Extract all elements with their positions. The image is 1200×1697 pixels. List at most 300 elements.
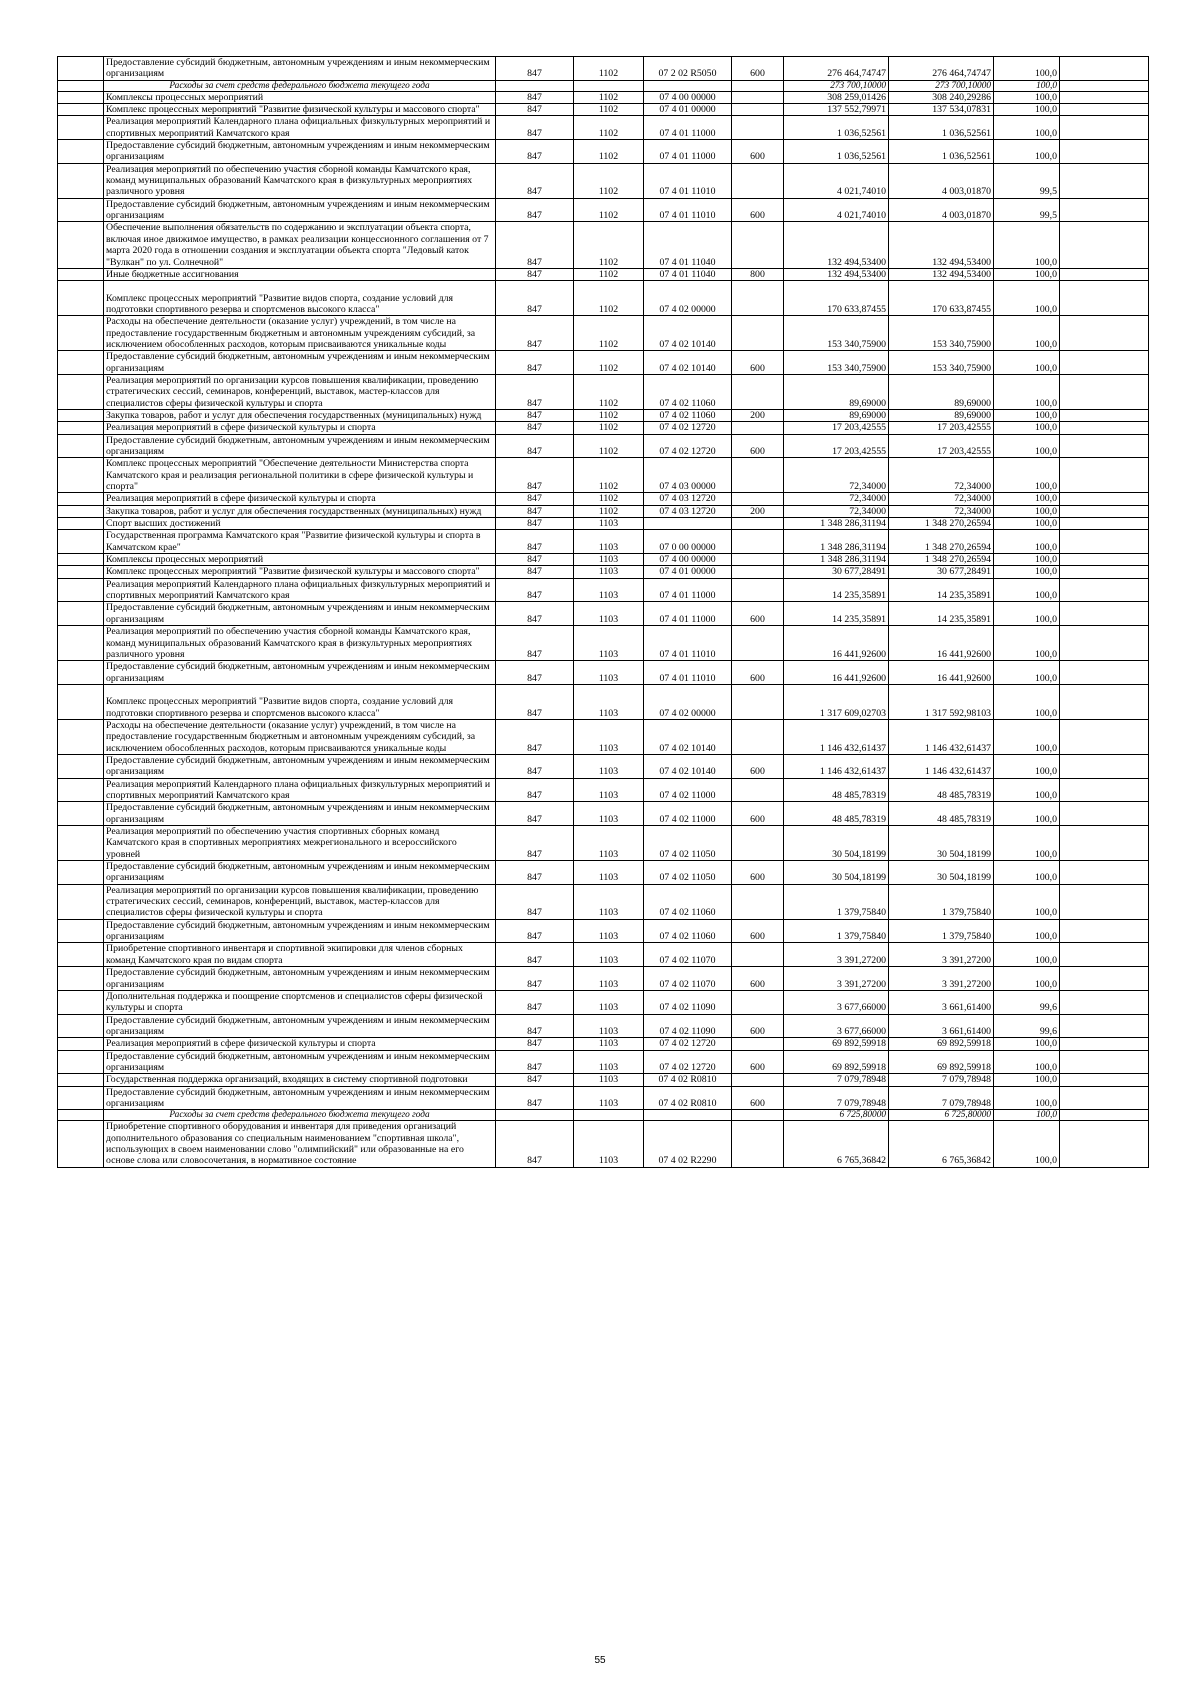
planned-amount: 72,34000 bbox=[784, 458, 889, 493]
item-name: Реализация мероприятий в сфере физической культуры и спорта bbox=[104, 1038, 496, 1050]
section-code: 1103 bbox=[574, 990, 644, 1014]
table-row bbox=[58, 91, 1149, 103]
item-name: Реализация мероприятий по обеспечению участия спортивных сборных команд Камчатского края в спортивных мероприятиях межрегионального и всероссийского уровней bbox=[104, 826, 496, 861]
planned-amount: 137 552,79971 bbox=[784, 104, 889, 116]
target-article-code: 07 4 01 11010 bbox=[644, 626, 732, 661]
execution-percent: 100,0 bbox=[994, 684, 1060, 719]
expense-type-code: 600 bbox=[732, 1050, 784, 1074]
section-code: 1103 bbox=[574, 861, 644, 885]
blank-cell bbox=[58, 943, 104, 967]
section-code: 1102 bbox=[574, 163, 644, 198]
planned-amount: 69 892,59918 bbox=[784, 1038, 889, 1050]
section-code: 1103 bbox=[574, 1121, 644, 1167]
item-name: Предоставление субсидий бюджетным, автономным учреждениям и иным некоммерческим организациям bbox=[104, 861, 496, 885]
table-row bbox=[58, 1074, 1149, 1086]
planned-amount: 132 494,53400 bbox=[784, 222, 889, 268]
target-article-code bbox=[644, 518, 732, 530]
target-article-code: 07 0 00 00000 bbox=[644, 530, 732, 554]
expense-type-code bbox=[732, 104, 784, 116]
actual-amount: 17 203,42555 bbox=[889, 434, 994, 458]
actual-amount: 72,34000 bbox=[889, 505, 994, 517]
expense-type-code bbox=[732, 684, 784, 719]
target-article-code: 07 4 02 11050 bbox=[644, 861, 732, 885]
actual-amount: 30 677,28491 bbox=[889, 566, 994, 578]
expense-type-code: 600 bbox=[732, 1014, 784, 1038]
blank-cell bbox=[58, 518, 104, 530]
item-name: Реализация мероприятий по обеспечению участия сборной команды Камчатского края, команд муниципальных образований Камчатского края в физкультурных мероприятиях различного уровня bbox=[104, 626, 496, 661]
blank-cell bbox=[58, 1110, 104, 1121]
item-name: Расходы за счет средств федерального бюджета текущего года bbox=[104, 80, 496, 91]
actual-amount: 132 494,53400 bbox=[889, 268, 994, 280]
blank-cell bbox=[58, 1074, 104, 1086]
blank-cell bbox=[1060, 374, 1149, 409]
planned-amount: 3 677,66000 bbox=[784, 990, 889, 1014]
planned-amount: 17 203,42555 bbox=[784, 422, 889, 434]
expense-type-code bbox=[732, 91, 784, 103]
blank-cell bbox=[1060, 518, 1149, 530]
dept-code: 847 bbox=[496, 661, 574, 685]
blank-cell bbox=[58, 505, 104, 517]
target-article-code: 07 4 02 10140 bbox=[644, 351, 732, 375]
planned-amount: 308 259,01426 bbox=[784, 91, 889, 103]
execution-percent: 100,0 bbox=[994, 316, 1060, 351]
execution-percent: 100,0 bbox=[994, 493, 1060, 505]
item-name: Предоставление субсидий бюджетным, автономным учреждениям и иным некоммерческим организациям bbox=[104, 919, 496, 943]
item-name: Предоставление субсидий бюджетным, автономным учреждениям и иным некоммерческим организациям bbox=[104, 1086, 496, 1110]
execution-percent: 100,0 bbox=[994, 1074, 1060, 1086]
dept-code: 847 bbox=[496, 990, 574, 1014]
target-article-code: 07 4 02 12720 bbox=[644, 422, 732, 434]
expense-type-code bbox=[732, 626, 784, 661]
expense-type-code: 600 bbox=[732, 57, 784, 81]
dept-code: 847 bbox=[496, 422, 574, 434]
table-row bbox=[58, 116, 1149, 140]
blank-cell bbox=[1060, 116, 1149, 140]
actual-amount: 69 892,59918 bbox=[889, 1038, 994, 1050]
table-row bbox=[58, 422, 1149, 434]
blank-cell bbox=[1060, 719, 1149, 754]
table-row bbox=[58, 505, 1149, 517]
dept-code: 847 bbox=[496, 351, 574, 375]
blank-cell bbox=[58, 1121, 104, 1167]
table-row bbox=[58, 222, 1149, 268]
expense-type-code bbox=[732, 374, 784, 409]
actual-amount: 6 765,36842 bbox=[889, 1121, 994, 1167]
section-code: 1102 bbox=[574, 374, 644, 409]
blank-cell bbox=[1060, 222, 1149, 268]
item-name: Государственная программа Камчатского края "Развитие физической культуры и спорта в Камчатском крае" bbox=[104, 530, 496, 554]
table-row bbox=[58, 1014, 1149, 1038]
execution-percent: 100,0 bbox=[994, 861, 1060, 885]
dept-code: 847 bbox=[496, 1074, 574, 1086]
target-article-code: 07 4 02 11050 bbox=[644, 826, 732, 861]
item-name: Комплекс процессных мероприятий "Обеспечение деятельности Министерства спорта Камчатского края и реализация региональной политики в сфере физической культуры и спорта" bbox=[104, 458, 496, 493]
table-row bbox=[58, 57, 1149, 81]
blank-cell bbox=[1060, 493, 1149, 505]
section-code: 1103 bbox=[574, 554, 644, 566]
table-row bbox=[58, 661, 1149, 685]
execution-percent: 100,0 bbox=[994, 351, 1060, 375]
planned-amount: 3 391,27200 bbox=[784, 943, 889, 967]
dept-code: 847 bbox=[496, 684, 574, 719]
item-name: Реализация мероприятий Календарного плана официальных физкультурных мероприятий и спортивных мероприятий Камчатского края bbox=[104, 116, 496, 140]
blank-cell bbox=[1060, 578, 1149, 602]
blank-cell bbox=[58, 422, 104, 434]
actual-amount: 72,34000 bbox=[889, 493, 994, 505]
dept-code: 847 bbox=[496, 578, 574, 602]
section-code: 1103 bbox=[574, 967, 644, 991]
actual-amount: 7 079,78948 bbox=[889, 1074, 994, 1086]
expense-type-code bbox=[732, 222, 784, 268]
blank-cell bbox=[58, 578, 104, 602]
planned-amount: 89,69000 bbox=[784, 409, 889, 421]
item-name: Комплекс процессных мероприятий "Развитие физической культуры и массового спорта" bbox=[104, 566, 496, 578]
planned-amount: 6 725,80000 bbox=[784, 1110, 889, 1121]
section-code: 1103 bbox=[574, 1014, 644, 1038]
item-name: Предоставление субсидий бюджетным, автономным учреждениям и иным некоммерческим организациям bbox=[104, 1050, 496, 1074]
execution-percent: 100,0 bbox=[994, 554, 1060, 566]
table-row bbox=[58, 351, 1149, 375]
section-code: 1102 bbox=[574, 91, 644, 103]
execution-percent: 100,0 bbox=[994, 80, 1060, 91]
expense-type-code bbox=[732, 943, 784, 967]
target-article-code: 07 4 01 11010 bbox=[644, 198, 732, 222]
execution-percent: 100,0 bbox=[994, 222, 1060, 268]
section-code: 1103 bbox=[574, 602, 644, 626]
blank-cell bbox=[1060, 826, 1149, 861]
federal-funds-row bbox=[58, 80, 1149, 91]
expense-type-code: 600 bbox=[732, 434, 784, 458]
blank-cell bbox=[58, 554, 104, 566]
blank-cell bbox=[58, 163, 104, 198]
table-row bbox=[58, 518, 1149, 530]
section-code: 1103 bbox=[574, 1074, 644, 1086]
table-row bbox=[58, 626, 1149, 661]
blank-cell bbox=[58, 826, 104, 861]
blank-cell bbox=[1060, 566, 1149, 578]
execution-percent: 100,0 bbox=[994, 754, 1060, 778]
blank-cell bbox=[58, 530, 104, 554]
dept-code: 847 bbox=[496, 719, 574, 754]
execution-percent: 100,0 bbox=[994, 661, 1060, 685]
blank-cell bbox=[1060, 351, 1149, 375]
actual-amount: 48 485,78319 bbox=[889, 802, 994, 826]
target-article-code: 07 4 01 11010 bbox=[644, 661, 732, 685]
expense-type-code bbox=[732, 493, 784, 505]
expense-type-code: 600 bbox=[732, 967, 784, 991]
blank-cell bbox=[1060, 1038, 1149, 1050]
target-article-code: 07 4 01 11000 bbox=[644, 578, 732, 602]
section-code: 1102 bbox=[574, 351, 644, 375]
planned-amount: 16 441,92600 bbox=[784, 661, 889, 685]
table-row bbox=[58, 458, 1149, 493]
dept-code: 847 bbox=[496, 566, 574, 578]
expense-type-code: 600 bbox=[732, 861, 784, 885]
blank-cell bbox=[1060, 57, 1149, 81]
execution-percent: 100,0 bbox=[994, 458, 1060, 493]
blank-cell bbox=[1060, 990, 1149, 1014]
execution-percent: 99,5 bbox=[994, 163, 1060, 198]
blank-cell bbox=[1060, 1074, 1149, 1086]
target-article-code: 07 4 02 R2290 bbox=[644, 1121, 732, 1167]
actual-amount: 153 340,75900 bbox=[889, 316, 994, 351]
target-article-code: 07 4 02 10140 bbox=[644, 754, 732, 778]
execution-percent: 100,0 bbox=[994, 778, 1060, 802]
execution-percent: 100,0 bbox=[994, 530, 1060, 554]
expense-type-code bbox=[732, 719, 784, 754]
section-code: 1103 bbox=[574, 1038, 644, 1050]
item-name: Закупка товаров, работ и услуг для обеспечения государственных (муниципальных) нужд bbox=[104, 409, 496, 421]
section-code: 1103 bbox=[574, 826, 644, 861]
dept-code: 847 bbox=[496, 602, 574, 626]
execution-percent: 100,0 bbox=[994, 602, 1060, 626]
target-article-code: 07 4 02 11000 bbox=[644, 802, 732, 826]
expense-type-code bbox=[732, 578, 784, 602]
target-article-code: 07 4 03 12720 bbox=[644, 493, 732, 505]
planned-amount: 7 079,78948 bbox=[784, 1074, 889, 1086]
target-article-code bbox=[644, 80, 732, 91]
table-row bbox=[58, 884, 1149, 919]
blank-cell bbox=[1060, 861, 1149, 885]
dept-code: 847 bbox=[496, 434, 574, 458]
section-code: 1103 bbox=[574, 661, 644, 685]
expense-type-code: 600 bbox=[732, 919, 784, 943]
section-code: 1103 bbox=[574, 943, 644, 967]
dept-code: 847 bbox=[496, 1014, 574, 1038]
execution-percent: 100,0 bbox=[994, 566, 1060, 578]
expense-type-code bbox=[732, 1121, 784, 1167]
actual-amount: 308 240,29286 bbox=[889, 91, 994, 103]
planned-amount: 1 379,75840 bbox=[784, 919, 889, 943]
execution-percent: 100,0 bbox=[994, 409, 1060, 421]
section-code: 1102 bbox=[574, 422, 644, 434]
blank-cell bbox=[1060, 530, 1149, 554]
execution-percent: 100,0 bbox=[994, 626, 1060, 661]
target-article-code: 07 4 00 00000 bbox=[644, 554, 732, 566]
table-row bbox=[58, 198, 1149, 222]
actual-amount: 1 348 270,26594 bbox=[889, 518, 994, 530]
blank-cell bbox=[1060, 754, 1149, 778]
blank-cell bbox=[1060, 198, 1149, 222]
item-name: Предоставление субсидий бюджетным, автономным учреждениям и иным некоммерческим организациям bbox=[104, 661, 496, 685]
actual-amount: 89,69000 bbox=[889, 374, 994, 409]
expense-type-code bbox=[732, 281, 784, 316]
expense-type-code bbox=[732, 1074, 784, 1086]
blank-cell bbox=[58, 754, 104, 778]
planned-amount: 1 146 432,61437 bbox=[784, 719, 889, 754]
budget-table-body bbox=[58, 57, 1149, 1168]
actual-amount: 1 317 592,98103 bbox=[889, 684, 994, 719]
item-name: Предоставление субсидий бюджетным, автономным учреждениям и иным некоммерческим организациям bbox=[104, 602, 496, 626]
dept-code: 847 bbox=[496, 778, 574, 802]
expense-type-code bbox=[732, 884, 784, 919]
section-code: 1102 bbox=[574, 104, 644, 116]
item-name: Реализация мероприятий в сфере физической культуры и спорта bbox=[104, 493, 496, 505]
blank-cell bbox=[1060, 140, 1149, 164]
table-row bbox=[58, 434, 1149, 458]
actual-amount: 30 504,18199 bbox=[889, 861, 994, 885]
section-code: 1103 bbox=[574, 778, 644, 802]
execution-percent: 100,0 bbox=[994, 943, 1060, 967]
expense-type-code bbox=[732, 530, 784, 554]
blank-cell bbox=[58, 1038, 104, 1050]
blank-cell bbox=[58, 861, 104, 885]
blank-cell bbox=[1060, 505, 1149, 517]
item-name: Комплекс процессных мероприятий "Развитие видов спорта, создание условий для подготовки спортивного резерва и спортсменов высокого класса" bbox=[104, 684, 496, 719]
dept-code: 847 bbox=[496, 1038, 574, 1050]
section-code bbox=[574, 1110, 644, 1121]
blank-cell bbox=[58, 493, 104, 505]
expense-type-code bbox=[732, 316, 784, 351]
section-code: 1102 bbox=[574, 458, 644, 493]
execution-percent: 100,0 bbox=[994, 967, 1060, 991]
section-code: 1103 bbox=[574, 1086, 644, 1110]
execution-percent: 100,0 bbox=[994, 268, 1060, 280]
execution-percent: 100,0 bbox=[994, 434, 1060, 458]
budget-table bbox=[57, 56, 1149, 1168]
execution-percent: 100,0 bbox=[994, 374, 1060, 409]
planned-amount: 1 146 432,61437 bbox=[784, 754, 889, 778]
expense-type-code bbox=[732, 518, 784, 530]
dept-code: 847 bbox=[496, 198, 574, 222]
blank-cell bbox=[1060, 967, 1149, 991]
section-code: 1103 bbox=[574, 518, 644, 530]
blank-cell bbox=[1060, 163, 1149, 198]
table-row bbox=[58, 778, 1149, 802]
blank-cell bbox=[1060, 91, 1149, 103]
planned-amount: 170 633,87455 bbox=[784, 281, 889, 316]
section-code: 1102 bbox=[574, 268, 644, 280]
dept-code: 847 bbox=[496, 943, 574, 967]
planned-amount: 1 036,52561 bbox=[784, 140, 889, 164]
execution-percent: 100,0 bbox=[994, 826, 1060, 861]
expense-type-code bbox=[732, 422, 784, 434]
planned-amount: 48 485,78319 bbox=[784, 802, 889, 826]
planned-amount: 14 235,35891 bbox=[784, 602, 889, 626]
item-name: Предоставление субсидий бюджетным, автономным учреждениям и иным некоммерческим организациям bbox=[104, 967, 496, 991]
item-name: Расходы на обеспечение деятельности (оказание услуг) учреждений, в том числе на предоставление государственным бюджетным и автономным учреждениям субсидий, за исключением обособленных расходов, которым присваиваются уникальные коды bbox=[104, 316, 496, 351]
expense-type-code: 200 bbox=[732, 505, 784, 517]
section-code: 1103 bbox=[574, 802, 644, 826]
planned-amount: 4 021,74010 bbox=[784, 198, 889, 222]
item-name: Предоставление субсидий бюджетным, автономным учреждениям и иным некоммерческим организациям bbox=[104, 802, 496, 826]
blank-cell bbox=[1060, 458, 1149, 493]
target-article-code: 07 4 01 11000 bbox=[644, 116, 732, 140]
target-article-code: 07 4 03 12720 bbox=[644, 505, 732, 517]
table-row bbox=[58, 104, 1149, 116]
item-name: Реализация мероприятий по обеспечению участия сборной команды Камчатского края, команд муниципальных образований Камчатского края в физкультурных мероприятиях различного уровня bbox=[104, 163, 496, 198]
table-row bbox=[58, 719, 1149, 754]
actual-amount: 132 494,53400 bbox=[889, 222, 994, 268]
actual-amount: 1 146 432,61437 bbox=[889, 754, 994, 778]
blank-cell bbox=[1060, 1014, 1149, 1038]
dept-code: 847 bbox=[496, 967, 574, 991]
table-row bbox=[58, 578, 1149, 602]
dept-code: 847 bbox=[496, 626, 574, 661]
section-code: 1102 bbox=[574, 198, 644, 222]
blank-cell bbox=[1060, 919, 1149, 943]
dept-code: 847 bbox=[496, 409, 574, 421]
blank-cell bbox=[58, 140, 104, 164]
planned-amount: 16 441,92600 bbox=[784, 626, 889, 661]
target-article-code: 07 4 01 00000 bbox=[644, 566, 732, 578]
section-code: 1103 bbox=[574, 1050, 644, 1074]
table-row bbox=[58, 530, 1149, 554]
blank-cell bbox=[1060, 104, 1149, 116]
execution-percent: 99,6 bbox=[994, 990, 1060, 1014]
execution-percent: 100,0 bbox=[994, 1121, 1060, 1167]
dept-code: 847 bbox=[496, 163, 574, 198]
blank-cell bbox=[58, 268, 104, 280]
expense-type-code bbox=[732, 990, 784, 1014]
blank-cell bbox=[58, 222, 104, 268]
table-row bbox=[58, 1086, 1149, 1110]
section-code: 1103 bbox=[574, 919, 644, 943]
target-article-code: 07 4 00 00000 bbox=[644, 91, 732, 103]
blank-cell bbox=[58, 198, 104, 222]
execution-percent: 100,0 bbox=[994, 719, 1060, 754]
blank-cell bbox=[58, 434, 104, 458]
section-code: 1102 bbox=[574, 409, 644, 421]
table-row bbox=[58, 140, 1149, 164]
item-name: Приобретение спортивного инвентаря и спортивной экипировки для членов сборных команд Камчатского края по видам спорта bbox=[104, 943, 496, 967]
blank-cell bbox=[1060, 281, 1149, 316]
expense-type-code bbox=[732, 554, 784, 566]
dept-code: 847 bbox=[496, 116, 574, 140]
planned-amount: 48 485,78319 bbox=[784, 778, 889, 802]
dept-code: 847 bbox=[496, 861, 574, 885]
dept-code: 847 bbox=[496, 530, 574, 554]
planned-amount: 30 504,18199 bbox=[784, 826, 889, 861]
actual-amount: 3 661,61400 bbox=[889, 1014, 994, 1038]
expense-type-code: 600 bbox=[732, 351, 784, 375]
actual-amount: 7 079,78948 bbox=[889, 1086, 994, 1110]
table-row bbox=[58, 493, 1149, 505]
expense-type-code: 200 bbox=[732, 409, 784, 421]
item-name: Обеспечение выполнения обязательств по содержанию и эксплуатации объекта спорта, включая иное движимое имущество, в рамках реализации концессионного соглашения от 7 марта 2020 года в отношении создания и эксплуатации объекта спорта "Ледовый каток "Вулкан" по ул. Солнечной" bbox=[104, 222, 496, 268]
expense-type-code bbox=[732, 826, 784, 861]
execution-percent: 99,6 bbox=[994, 1014, 1060, 1038]
dept-code: 847 bbox=[496, 268, 574, 280]
table-row bbox=[58, 1038, 1149, 1050]
planned-amount: 17 203,42555 bbox=[784, 434, 889, 458]
actual-amount: 170 633,87455 bbox=[889, 281, 994, 316]
planned-amount: 3 677,66000 bbox=[784, 1014, 889, 1038]
blank-cell bbox=[1060, 884, 1149, 919]
blank-cell bbox=[58, 684, 104, 719]
blank-cell bbox=[1060, 1110, 1149, 1121]
target-article-code: 07 4 02 11090 bbox=[644, 1014, 732, 1038]
blank-cell bbox=[58, 778, 104, 802]
dept-code: 847 bbox=[496, 1050, 574, 1074]
blank-cell bbox=[1060, 661, 1149, 685]
blank-cell bbox=[1060, 802, 1149, 826]
table-row bbox=[58, 919, 1149, 943]
target-article-code: 07 4 02 10140 bbox=[644, 316, 732, 351]
section-code: 1102 bbox=[574, 434, 644, 458]
planned-amount: 276 464,74747 bbox=[784, 57, 889, 81]
actual-amount: 1 379,75840 bbox=[889, 919, 994, 943]
execution-percent: 100,0 bbox=[994, 578, 1060, 602]
blank-cell bbox=[58, 802, 104, 826]
target-article-code: 07 4 02 R0810 bbox=[644, 1086, 732, 1110]
section-code: 1102 bbox=[574, 140, 644, 164]
expense-type-code: 600 bbox=[732, 802, 784, 826]
item-name: Иные бюджетные ассигнования bbox=[104, 268, 496, 280]
dept-code: 847 bbox=[496, 57, 574, 81]
blank-cell bbox=[58, 458, 104, 493]
blank-cell bbox=[58, 116, 104, 140]
